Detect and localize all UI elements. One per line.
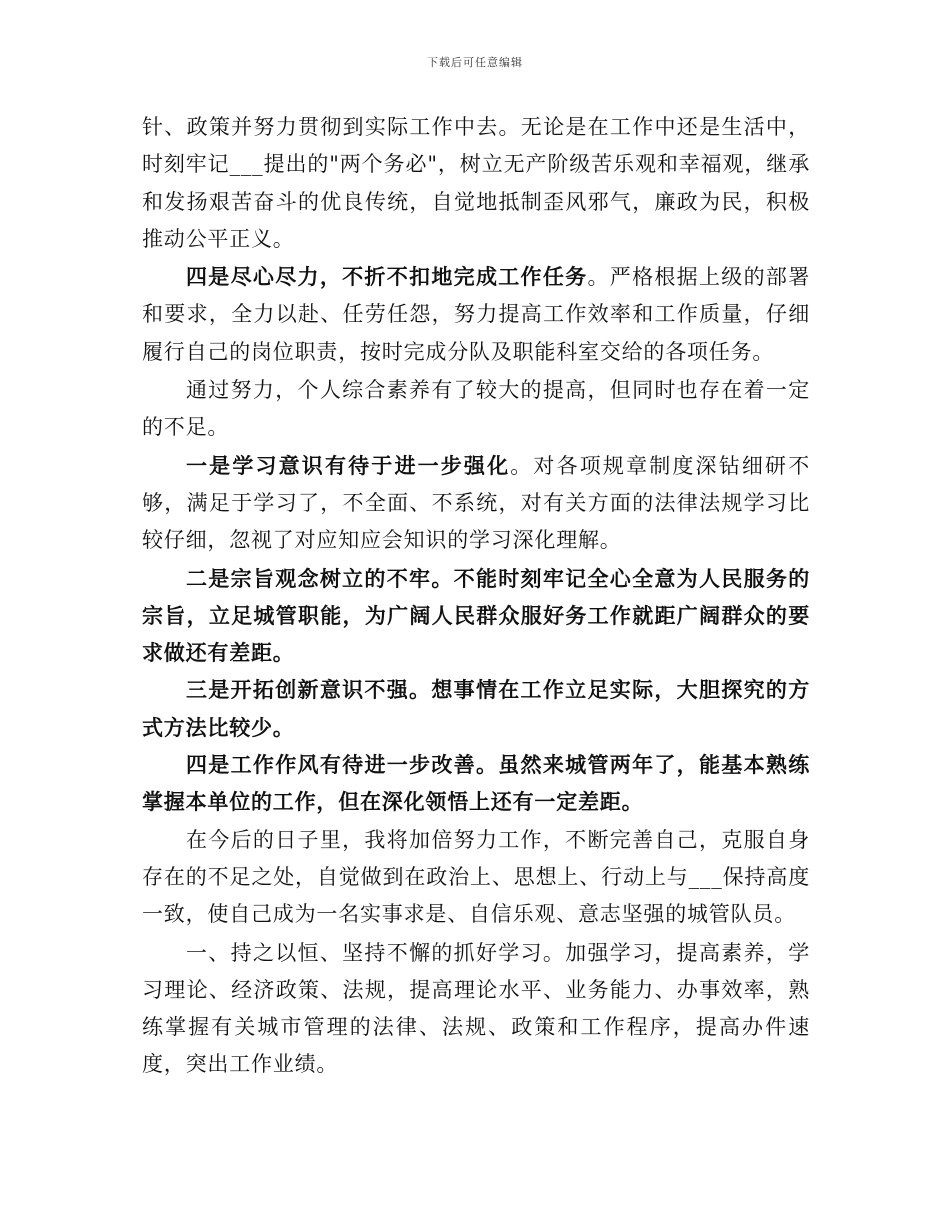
paragraph-2 (142, 258, 810, 371)
paragraph-5-text: 二是宗旨观念树立的不牢。不能时刻牢记全心全意为人民服务的宗旨，立足城管职能，为广阔人民群众服好务工作就距广阔群众的要求做还有差距。 (142, 565, 810, 666)
paragraph-2-lead: 四是尽心尽力，不折不扣地完成工作任务 (186, 264, 588, 290)
paragraph-4 (142, 447, 810, 560)
paragraph-5 (142, 560, 810, 672)
paragraph-1-text: 针、政策并努力贯彻到实际工作中去。无论是在工作中还是生活中，时刻牢记___提出的"两个务必"，树立无产阶级苦乐观和幸福观，继承和发扬艰苦奋斗的优良传统，自觉地抵制歪风邪气，廉政为民，积极推动公平正义。 (142, 115, 810, 251)
paragraph-9-text: 一、持之以恒、坚持不懈的抓好学习。加强学习，提高素养，学习理论、经济政策、法规，提高理论水平、业务能力、办事效率，熟练掌握有关城市管理的法律、法规、政策和工作程序，提高办件速度，突出工作业绩。 (142, 940, 810, 1077)
paragraph-2-text: 。严格根据上级的部署和要求，全力以赴、任劳任怨，努力提高工作效率和工作质量，仔细履行自己的岗位职责，按时完成分队及职能科室交给的各项任务。 (142, 265, 810, 364)
paragraph-8 (142, 821, 810, 934)
paragraph-1 (142, 108, 810, 258)
paragraph-3-text: 通过努力，个人综合素养有了较大的提高，但同时也存在着一定的不足。 (142, 378, 810, 440)
paragraph-9 (142, 934, 810, 1084)
paragraph-3 (142, 371, 810, 447)
document-body (142, 108, 810, 1084)
paragraph-6 (142, 671, 810, 746)
paragraph-4-text: 。对各项规章制度深钻细研不够，满足于学习了，不全面、不系统，对有关方面的法律法规学习比较仔细，忽视了对应知应会知识的学习深化理解。 (142, 453, 810, 553)
paragraph-6-text: 三是开拓创新意识不强。想事情在工作立足实际，大胆探究的方式方法比较少。 (142, 677, 810, 740)
paragraph-7-text: 四是工作作风有待进一步改善。虽然来城管两年了，能基本熟练掌握本单位的工作，但在深化领悟上还有一定差距。 (142, 752, 810, 815)
paragraph-7 (142, 746, 810, 821)
paragraph-8-text: 在今后的日子里，我将加倍努力工作，不断完善自己，克服自身存在的不足之处，自觉做到在政治上、思想上、行动上与___保持高度一致，使自己成为一名实事求是、自信乐观、意志坚强的城管队员。 (142, 827, 810, 927)
paragraph-4-lead: 一是学习意识有待于进一步强化 (186, 452, 511, 478)
page-header: 下载后可任意编辑 (427, 56, 523, 69)
